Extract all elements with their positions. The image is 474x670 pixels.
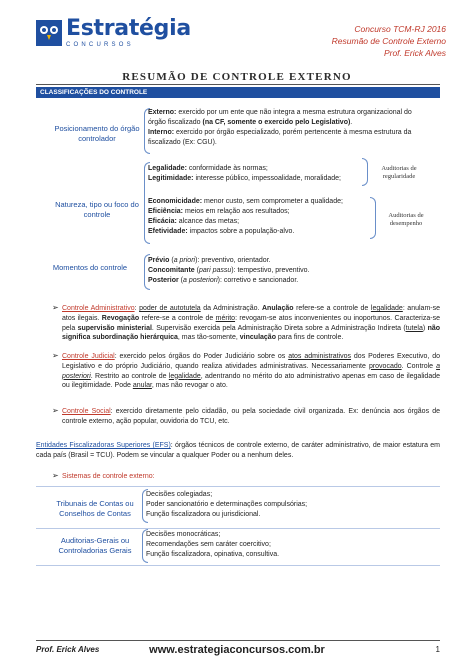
note-desempenho: Auditorias de desempenho <box>388 212 424 227</box>
natureza-desempenho-list <box>148 197 368 237</box>
brace <box>362 158 368 186</box>
owl-icon <box>36 20 62 46</box>
sistemas-tribunais-list <box>146 490 406 519</box>
brace <box>370 197 376 239</box>
externo-item: Externo: exercido por um ente que não integra a mesma estrutura organizacional do órgão fiscalizado (na CF, somente o exercido pelo Legislativo). <box>148 109 412 126</box>
list-item: Eficácia: alcance das metas; <box>148 218 240 225</box>
natureza-regularidade-list <box>148 164 358 184</box>
header-course: Concurso TCM-RJ 2016 <box>354 24 446 34</box>
list-item: Posterior (a posteriori): corretivo e sancionador. <box>148 277 299 284</box>
sistemas-heading: Sistemas de controle externo: <box>62 473 155 480</box>
header-subject: Resumão de Controle Externo <box>331 36 446 46</box>
list-item: Decisões monocráticas; <box>146 531 221 538</box>
list-item: Função fiscalizadora, opinativa, consultiva. <box>146 550 280 558</box>
footer-website-link[interactable]: www.estrategiaconcursos.com.br <box>149 644 325 656</box>
section-heading: CLASSIFICAÇÕES DO CONTROLE <box>36 87 440 98</box>
list-item: Recomendações sem caráter coercitivo; <box>146 540 271 548</box>
list-item: Poder sancionatório e determinações compulsórias; <box>146 500 308 508</box>
list-item: Decisões colegiadas; <box>146 491 213 498</box>
header-info <box>332 23 446 59</box>
list-item: Economicidade: menor custo, sem comprometer a qualidade; <box>148 198 343 205</box>
classification-label-momentos: Momentos do controle <box>52 263 128 272</box>
efs-paragraph: Entidades Fiscalizadoras Superiores (EFS): órgãos técnicos de controle externo, de caráter administrativo, de maior estatura em cada país (Brasil = TCU). Podem se vincular a qualquer Poder ou a nenhum deles. <box>36 442 440 459</box>
bullet-controle-social: Controle Social: exercido diretamente pelo cidadão, ou pela sociedade civil organizada. Ex: denúncia aos órgãos de controle externo, ação popular, ouvidoria do TCU, etc. <box>62 408 440 425</box>
momentos-list <box>148 256 408 286</box>
table-divider <box>36 565 440 566</box>
logo-name: Estratégia <box>66 16 191 41</box>
title-divider <box>36 84 440 85</box>
interno-item: Interno: exercido por órgão especializado, porém pertencente à mesma estrutura da fiscalizado (Ex: CGU). <box>148 129 412 146</box>
arrow-bullet-icon: ➢ <box>52 303 59 312</box>
footer-author: Prof. Erick Alves <box>36 645 100 654</box>
estrategia-logo <box>36 18 191 48</box>
list-item: Efetividade: impactos sobre a população-alvo. <box>148 228 295 235</box>
page-number: 1 <box>435 645 440 654</box>
arrow-bullet-icon: ➢ <box>52 406 59 415</box>
list-item: Prévio (a priori): preventivo, orientador. <box>148 257 271 264</box>
posicionamento-text <box>148 108 424 148</box>
header-author: Prof. Erick Alves <box>383 48 446 58</box>
list-item: Legitimidade: interesse público, impessoalidade, moralidade; <box>148 175 341 182</box>
classification-label-natureza: Natureza, tipo ou foco do controle <box>55 200 139 219</box>
list-item: Legalidade: conformidade às normas; <box>148 165 268 172</box>
footer-divider <box>36 640 440 641</box>
table-divider <box>36 528 440 529</box>
table-divider <box>36 486 440 487</box>
arrow-bullet-icon: ➢ <box>52 351 59 360</box>
list-item: Concomitante (pari passu): tempestivo, preventivo. <box>148 267 310 274</box>
note-regularidade: Auditorias de regularidade <box>381 165 417 180</box>
list-item: Função fiscalizadora ou jurisdicional. <box>146 510 261 518</box>
sistemas-label-tribunais: Tribunais de Contas ou Conselhos de Contas <box>56 499 134 518</box>
classification-label-posicionamento: Posicionamento do órgão controlador <box>54 124 140 143</box>
sistemas-label-auditorias: Auditorias-Gerais ou Controladorias Gerais <box>58 536 132 555</box>
arrow-bullet-icon: ➢ <box>52 471 59 480</box>
page-title: RESUMÃO DE CONTROLE EXTERNO <box>122 71 352 83</box>
logo-subtitle: CONCURSOS <box>66 42 134 48</box>
bullet-controle-judicial: Controle Judicial: exercido pelos órgãos do Poder Judiciário sobre os atos administrativos dos Poderes Executivo, do Legislativo e do próprio Judiciário, quando realiza atividades administrativas. Necessariamente provocado. Controle a posteriori. Restrito ao controle de legalidade, adentrando no mérito do ato administrativo apenas em caso de ilegalidade ou ilegitimidade. Pode anular, mas não revogar o ato. <box>62 353 441 390</box>
sistemas-auditorias-list <box>146 530 406 559</box>
bullet-controle-administrativo: Controle Administrativo: poder de autotutela da Administração. Anulação refere-se a controle de legalidade: anulam-se atos ilegais. Revogação refere-se a controle de mérito: revogam-se atos inconvenientes ou inoportunos. Caracteriza-se pela supervisão ministerial. Supervisão exercida pela Administração Direta sobre a Administração Indireta (tutela) não significa subordinação hierárquica, mas tão-somente, vinculação para fins de controle. <box>62 305 441 342</box>
list-item: Eficiência: meios em relação aos resultados; <box>148 208 290 215</box>
